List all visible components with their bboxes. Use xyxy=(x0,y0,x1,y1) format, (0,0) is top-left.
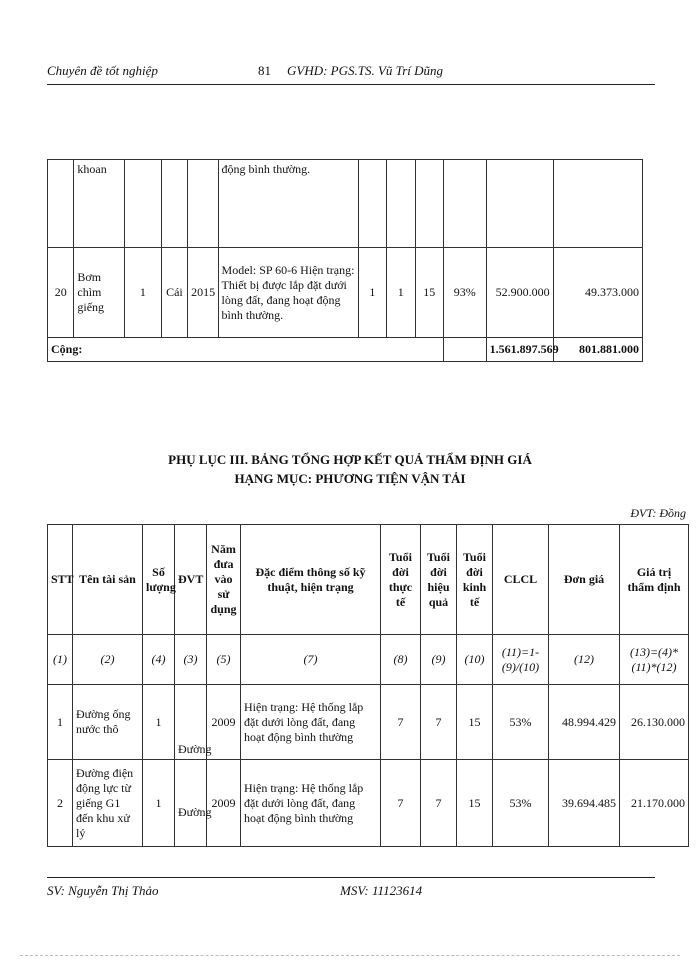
effective-age-cell: 7 xyxy=(421,685,457,760)
header-price: Đơn giá xyxy=(549,525,620,635)
code-cell: (12) xyxy=(549,635,620,685)
header-right: GVHD: PGS.TS. Vũ Trí Dũng xyxy=(287,63,444,78)
appendix-title: PHỤ LỤC III. BẢNG TỔNG HỢP KẾT QUẢ THẨM ĐỊNH GIÁ xyxy=(168,452,532,467)
value-cell: 21.170.000 xyxy=(620,760,689,847)
footer-rule xyxy=(47,877,655,878)
table-row xyxy=(48,685,689,760)
code-cell: (2) xyxy=(73,635,143,685)
asset-desc-cell: Model: SP 60-6 Hiện trạng: Thiết bị được lắp đặt dưới lòng đất, đang hoạt động bình thường. xyxy=(218,248,358,338)
header-left: Chuyên đề tốt nghiệp xyxy=(47,63,158,78)
header-clcl: CLCL xyxy=(493,525,549,635)
footer-right: MSV: 11123614 xyxy=(340,883,423,898)
total-label: Cộng: xyxy=(48,338,444,362)
header-value: Giá trị thẩm định xyxy=(620,525,689,635)
code-cell: (10) xyxy=(457,635,493,685)
year-cell: 2009 xyxy=(207,760,241,847)
qty-cell: 1 xyxy=(143,685,175,760)
code-cell: (13)=(4)*(11)*(12) xyxy=(620,635,689,685)
header-desc: Đặc điểm thông số kỹ thuật, hiện trạng xyxy=(241,525,381,635)
code-cell: (3) xyxy=(175,635,207,685)
value-cell: 49.373.000 xyxy=(553,248,642,338)
table-row xyxy=(48,760,689,847)
economic-life-cell: 15 xyxy=(457,685,493,760)
clcl-cell: 93% xyxy=(443,248,486,338)
year-cell: 2009 xyxy=(207,685,241,760)
code-cell: (7) xyxy=(241,635,381,685)
asset-desc-cell: Hiện trạng: Hệ thống lắp đặt dưới lòng đất, đang hoạt động bình thường xyxy=(241,760,381,847)
actual-age-cell: 1 xyxy=(358,248,386,338)
header-effective-age: Tuổi đời hiệu quả xyxy=(421,525,457,635)
unit-note: ĐVT: Đồng xyxy=(630,506,686,520)
code-cell: (9) xyxy=(421,635,457,685)
asset-desc-cell: động bình thường. xyxy=(218,160,358,248)
actual-age-cell: 7 xyxy=(381,760,421,847)
total-row xyxy=(48,338,643,362)
actual-age-cell: 7 xyxy=(381,685,421,760)
code-cell: (5) xyxy=(207,635,241,685)
code-cell: (4) xyxy=(143,635,175,685)
asset-desc-cell: Hiện trạng: Hệ thống lắp đặt dưới lòng đất, đang hoạt động bình thường xyxy=(241,685,381,760)
clcl-cell: 53% xyxy=(493,685,549,760)
stt-cell: 20 xyxy=(48,248,74,338)
header-year: Năm đưa vào sử dụng xyxy=(207,525,241,635)
unit-cell: Cái xyxy=(161,248,187,338)
year-cell: 2015 xyxy=(188,248,218,338)
stt-cell: 1 xyxy=(48,685,73,760)
price-cell: 48.994.429 xyxy=(549,685,620,760)
stt-cell: 2 xyxy=(48,760,73,847)
header-actual-age: Tuổi đời thực tế xyxy=(381,525,421,635)
economic-life-cell: 15 xyxy=(415,248,443,338)
unit-cell: Đường xyxy=(175,760,207,847)
price-cell: 39.694.485 xyxy=(549,760,620,847)
asset-name-cell: Đường ống nước thô xyxy=(73,685,143,760)
unit-cell: Đường xyxy=(175,685,207,760)
asset-name-cell: Bơm chìm giếng xyxy=(74,248,125,338)
table-row xyxy=(48,160,643,248)
total-value: 801.881.000 xyxy=(553,338,642,362)
qty-cell: 1 xyxy=(143,760,175,847)
asset-name-cell: Đường điện động lực từ giếng G1 đến khu xử lý xyxy=(73,760,143,847)
footer-left: SV: Nguyễn Thị Thảo xyxy=(47,883,159,898)
appendix-subtitle: HẠNG MỤC: PHƯƠNG TIỆN VẬN TẢI xyxy=(234,471,466,486)
economic-life-cell: 15 xyxy=(457,760,493,847)
table-row xyxy=(48,248,643,338)
qty-cell: 1 xyxy=(125,248,162,338)
asset-name-cell: khoan xyxy=(74,160,125,248)
page-bottom-divider xyxy=(20,955,680,956)
appraisal-summary-table xyxy=(47,524,689,847)
effective-age-cell: 1 xyxy=(387,248,415,338)
table-header-row xyxy=(48,525,689,635)
table-code-row xyxy=(48,635,689,685)
page-number: 81 xyxy=(258,63,271,78)
value-cell: 26.130.000 xyxy=(620,685,689,760)
header-qty: Số lượng xyxy=(143,525,175,635)
code-cell: (1) xyxy=(48,635,73,685)
price-cell: 52.900.000 xyxy=(486,248,553,338)
header-name: Tên tài sản xyxy=(73,525,143,635)
header-unit: ĐVT xyxy=(175,525,207,635)
code-cell: (11)=1-(9)/(10) xyxy=(493,635,549,685)
total-price: 1.561.897.569 xyxy=(486,338,553,362)
effective-age-cell: 7 xyxy=(421,760,457,847)
header-economic-life: Tuổi đời kinh tế xyxy=(457,525,493,635)
clcl-cell: 53% xyxy=(493,760,549,847)
header-stt: STT xyxy=(48,525,73,635)
asset-table-continued xyxy=(47,159,643,362)
header-rule xyxy=(47,84,655,85)
code-cell: (8) xyxy=(381,635,421,685)
